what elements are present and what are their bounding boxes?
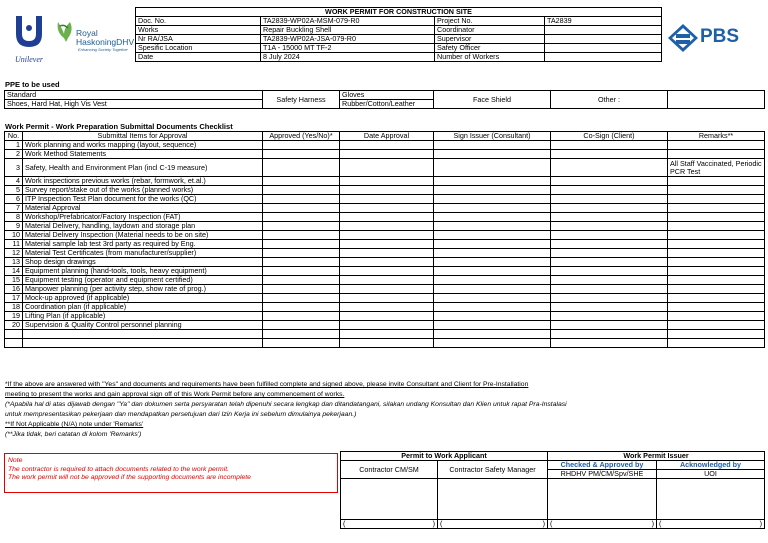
- row-number: 4: [5, 177, 23, 186]
- approved-cell[interactable]: [263, 276, 340, 285]
- sign-issuer-cell[interactable]: [434, 285, 551, 294]
- row-number: 8: [5, 213, 23, 222]
- row-number: 14: [5, 267, 23, 276]
- row-item: Manpower planning (per activity step, show rate of prog.): [23, 285, 263, 294]
- field-value: 8 July 2024: [261, 53, 435, 62]
- paren-open: (: [343, 519, 346, 528]
- column-header: Remarks**: [668, 132, 765, 141]
- empty-cell[interactable]: [551, 330, 668, 339]
- empty-row: [5, 330, 765, 339]
- field-value: [545, 35, 662, 44]
- approved-cell[interactable]: [263, 159, 340, 177]
- applicant-title: Permit to Work Applicant: [341, 452, 548, 461]
- table-row: [5, 213, 765, 222]
- row-item: Workshop/Prefabricator/Factory Inspection (FAT): [23, 213, 263, 222]
- note-line: The work permit will not be approved if the supporting documents are incomplete: [8, 474, 251, 482]
- table-row: [5, 285, 765, 294]
- approved-cell[interactable]: [263, 222, 340, 231]
- approved-cell[interactable]: [263, 285, 340, 294]
- paren-open: (: [659, 519, 662, 528]
- note-line: The contractor is required to attach documents related to the work permit.: [8, 465, 230, 473]
- field-label: Spesific Location: [136, 44, 261, 53]
- sign-issuer-cell[interactable]: [434, 195, 551, 204]
- pbs-logo: [668, 22, 758, 58]
- paren-close: ): [759, 519, 763, 528]
- paren-close: ): [651, 519, 654, 528]
- ppe-heading: PPE to be used: [5, 80, 60, 89]
- table-row: [5, 321, 765, 330]
- co-sign-cell[interactable]: [551, 294, 668, 303]
- empty-cell[interactable]: [434, 339, 551, 348]
- contractor-cm-label: Contractor CM/SM: [341, 461, 438, 479]
- field-label: Supervisor: [435, 35, 545, 44]
- sign-issuer-cell[interactable]: [434, 249, 551, 258]
- date-approval-cell[interactable]: [340, 303, 434, 312]
- sign-issuer-cell[interactable]: [434, 303, 551, 312]
- empty-cell[interactable]: [668, 330, 765, 339]
- field-label: Works: [136, 26, 261, 35]
- empty-cell[interactable]: [5, 339, 23, 348]
- haskoning-text: HaskoningDHV: [76, 37, 135, 47]
- empty-cell[interactable]: [668, 339, 765, 348]
- ppe-standard-label: Standard: [5, 91, 263, 100]
- sign-issuer-cell[interactable]: [434, 141, 551, 150]
- column-header: Co-Sign (Client): [551, 132, 668, 141]
- co-sign-cell[interactable]: [551, 321, 668, 330]
- row-item: Material Delivery, handling, laydown and storage plan: [23, 222, 263, 231]
- remarks-cell[interactable]: [668, 285, 765, 294]
- row-item: Work Method Statements: [23, 150, 263, 159]
- row-number: 18: [5, 303, 23, 312]
- page-title: WORK PERMIT FOR CONSTRUCTION SITE: [136, 8, 662, 17]
- co-sign-cell[interactable]: [551, 276, 668, 285]
- row-number: 19: [5, 312, 23, 321]
- field-value: [545, 44, 662, 53]
- date-approval-cell[interactable]: [340, 231, 434, 240]
- name-line[interactable]: [438, 520, 548, 529]
- empty-cell[interactable]: [263, 330, 340, 339]
- row-number: 1: [5, 141, 23, 150]
- date-approval-cell[interactable]: [340, 312, 434, 321]
- co-sign-cell[interactable]: [551, 267, 668, 276]
- row-item: Equipment testing (operator and equipment certified): [23, 276, 263, 285]
- empty-cell[interactable]: [551, 339, 668, 348]
- co-sign-cell[interactable]: [551, 177, 668, 186]
- co-sign-cell[interactable]: [551, 150, 668, 159]
- row-item: ITP Inspection Test Plan document for the works (QC): [23, 195, 263, 204]
- remarks-cell[interactable]: [668, 267, 765, 276]
- checked-approved-label: Checked & Approved by: [548, 461, 657, 470]
- paren-open: (: [550, 519, 553, 528]
- field-label: Doc. No.: [136, 17, 261, 26]
- row-item: Lifting Plan (if applicable): [23, 312, 263, 321]
- sign-issuer-cell[interactable]: [434, 240, 551, 249]
- co-sign-cell[interactable]: [551, 186, 668, 195]
- table-row: [5, 195, 765, 204]
- remarks-cell[interactable]: [668, 276, 765, 285]
- approved-cell[interactable]: [263, 312, 340, 321]
- remarks-cell[interactable]: [668, 186, 765, 195]
- remarks-cell[interactable]: [668, 141, 765, 150]
- header-table: [135, 7, 662, 62]
- signature-cell[interactable]: [548, 479, 657, 520]
- row-item: Equipment planning (hand-tools, tools, heavy equipment): [23, 267, 263, 276]
- date-approval-cell[interactable]: [340, 267, 434, 276]
- row-number: 12: [5, 249, 23, 258]
- approved-cell[interactable]: [263, 231, 340, 240]
- approved-cell[interactable]: [263, 141, 340, 150]
- sign-issuer-cell[interactable]: [434, 312, 551, 321]
- approved-cell[interactable]: [263, 240, 340, 249]
- pbs-wordmark: PBS: [700, 26, 740, 47]
- row-item: Material Test Certificates (from manufacturer/supplier): [23, 249, 263, 258]
- remarks-cell[interactable]: [668, 177, 765, 186]
- row-item: Safety, Health and Environment Plan (incl C-19 measure): [23, 159, 263, 177]
- empty-cell[interactable]: [263, 339, 340, 348]
- empty-cell[interactable]: [23, 339, 263, 348]
- row-item: Supervision & Quality Control personnel planning: [23, 321, 263, 330]
- approved-cell[interactable]: [263, 195, 340, 204]
- row-number: 17: [5, 294, 23, 303]
- row-number: 13: [5, 258, 23, 267]
- date-approval-cell[interactable]: [340, 159, 434, 177]
- remarks-cell[interactable]: [668, 204, 765, 213]
- acknowledged-role: UOI: [657, 470, 765, 479]
- date-approval-cell[interactable]: [340, 294, 434, 303]
- footnote-line: **If Not Applicable (N/A) note under 'Remarks': [5, 421, 144, 428]
- approved-cell[interactable]: [263, 150, 340, 159]
- co-sign-cell[interactable]: [551, 303, 668, 312]
- remarks-cell[interactable]: [668, 231, 765, 240]
- row-number: 20: [5, 321, 23, 330]
- co-sign-cell[interactable]: [551, 141, 668, 150]
- date-approval-cell[interactable]: [340, 222, 434, 231]
- checklist-heading: Work Permit - Work Preparation Submittal Documents Checklist: [5, 122, 233, 131]
- row-item: Material Delivery Inspection (Material needs to be on site): [23, 231, 263, 240]
- co-sign-cell[interactable]: [551, 204, 668, 213]
- date-approval-cell[interactable]: [340, 177, 434, 186]
- remarks-cell[interactable]: [668, 240, 765, 249]
- field-value: TA2839-WP02A-JSA-079-R0: [261, 35, 435, 44]
- approved-cell[interactable]: [263, 186, 340, 195]
- sign-issuer-cell[interactable]: [434, 321, 551, 330]
- footnote-line: (*Apabila hal di atas dijawab dengan "Ya" dan dokumen serta persyaratan telah dipenuhi secara lengkap dan ditandatangani, silakan undang Konsultan dan Klien untuk rapat Pra-Instalasi: [5, 401, 567, 408]
- table-row: [5, 240, 765, 249]
- remarks-cell[interactable]: [668, 222, 765, 231]
- ppe-gloves-value: Rubber/Cotton/Leather: [340, 100, 434, 109]
- remarks-cell[interactable]: All Staff Vaccinated, Periodic PCR Test: [668, 159, 765, 177]
- co-sign-cell[interactable]: [551, 240, 668, 249]
- ppe-safety-harness: Safety Harness: [263, 91, 340, 109]
- table-row: [5, 267, 765, 276]
- field-label: Nr RA/JSA: [136, 35, 261, 44]
- approved-cell[interactable]: [263, 204, 340, 213]
- date-approval-cell[interactable]: [340, 276, 434, 285]
- name-line[interactable]: [657, 520, 765, 529]
- row-item: Material Approval: [23, 204, 263, 213]
- date-approval-cell[interactable]: [340, 141, 434, 150]
- leaf-icon: [54, 20, 76, 44]
- paren-close: ): [432, 519, 435, 528]
- table-row: [5, 312, 765, 321]
- contractor-safety-label: Contractor Safety Manager: [438, 461, 548, 479]
- row-item: Survey report/stake out of the works (planned works): [23, 186, 263, 195]
- date-approval-cell[interactable]: [340, 258, 434, 267]
- co-sign-cell[interactable]: [551, 285, 668, 294]
- ppe-standard-value: Shoes, Hard Hat, High Vis Vest: [5, 100, 263, 109]
- empty-cell[interactable]: [340, 330, 434, 339]
- remarks-cell[interactable]: [668, 258, 765, 267]
- approved-cell[interactable]: [263, 177, 340, 186]
- issuer-title: Work Permit Issuer: [548, 452, 765, 461]
- co-sign-cell[interactable]: [551, 258, 668, 267]
- header-row: [136, 17, 662, 26]
- remarks-cell[interactable]: [668, 294, 765, 303]
- sign-issuer-cell[interactable]: [434, 159, 551, 177]
- row-number: 11: [5, 240, 23, 249]
- table-row: [5, 177, 765, 186]
- row-item: Shop design drawings: [23, 258, 263, 267]
- column-header: Submittal Items for Approval: [23, 132, 263, 141]
- sign-issuer-cell[interactable]: [434, 267, 551, 276]
- row-item: Work planning and works mapping (layout, sequence): [23, 141, 263, 150]
- remarks-cell[interactable]: [668, 195, 765, 204]
- approved-cell[interactable]: [263, 321, 340, 330]
- remarks-cell[interactable]: [668, 303, 765, 312]
- date-approval-cell[interactable]: [340, 321, 434, 330]
- empty-row: [5, 339, 765, 348]
- column-header: Date Approval: [340, 132, 434, 141]
- column-header: Sign Issuer (Consultant): [434, 132, 551, 141]
- header-row: [136, 35, 662, 44]
- co-sign-cell[interactable]: [551, 195, 668, 204]
- table-row: [5, 294, 765, 303]
- checked-approved-role: RHDHV PM/CM/Spv/SHE: [548, 470, 657, 479]
- table-row: [5, 204, 765, 213]
- signature-cell[interactable]: [657, 479, 765, 520]
- field-value: [545, 26, 662, 35]
- row-number: 2: [5, 150, 23, 159]
- sign-issuer-cell[interactable]: [434, 231, 551, 240]
- field-label: Coordinator: [435, 26, 545, 35]
- note-title: Note: [8, 457, 23, 464]
- unilever-u-icon: [10, 14, 48, 50]
- sign-issuer-cell[interactable]: [434, 186, 551, 195]
- note-box: [4, 453, 338, 493]
- field-value: TA2839-WP02A-MSM-079-R0: [261, 17, 435, 26]
- signature-cell[interactable]: [341, 479, 438, 520]
- sign-issuer-cell[interactable]: [434, 222, 551, 231]
- field-label: Number of Workers: [435, 53, 545, 62]
- date-approval-cell[interactable]: [340, 285, 434, 294]
- field-value: Repair Buckling Shell: [261, 26, 435, 35]
- sign-issuer-cell[interactable]: [434, 258, 551, 267]
- row-number: 6: [5, 195, 23, 204]
- name-line[interactable]: [548, 520, 657, 529]
- remarks-cell[interactable]: [668, 312, 765, 321]
- table-row: [5, 186, 765, 195]
- tagline-text: Enhancing Society Together: [78, 47, 128, 52]
- table-row: [5, 231, 765, 240]
- co-sign-cell[interactable]: [551, 213, 668, 222]
- co-sign-cell[interactable]: [551, 312, 668, 321]
- co-sign-cell[interactable]: [551, 159, 668, 177]
- co-sign-cell[interactable]: [551, 249, 668, 258]
- row-number: 16: [5, 285, 23, 294]
- header-row: [136, 53, 662, 62]
- ppe-face-shield: Face Shield: [434, 91, 551, 109]
- row-number: 7: [5, 204, 23, 213]
- date-approval-cell[interactable]: [340, 240, 434, 249]
- empty-cell[interactable]: [340, 339, 434, 348]
- sign-issuer-cell[interactable]: [434, 150, 551, 159]
- approved-cell[interactable]: [263, 294, 340, 303]
- checklist-header-row: [5, 132, 765, 141]
- row-number: 10: [5, 231, 23, 240]
- royal-haskoning-logo: [54, 20, 136, 60]
- name-line[interactable]: [341, 520, 438, 529]
- empty-cell[interactable]: [5, 330, 23, 339]
- remarks-cell[interactable]: [668, 150, 765, 159]
- acknowledged-label: Acknowledged by: [657, 461, 765, 470]
- unilever-logo: [10, 14, 48, 64]
- field-value: [545, 53, 662, 62]
- approved-cell[interactable]: [263, 258, 340, 267]
- field-value: T1A - 15000 MT TF-2: [261, 44, 435, 53]
- ppe-gloves-label: Gloves: [340, 91, 434, 100]
- date-approval-cell[interactable]: [340, 186, 434, 195]
- paren-close: ): [542, 519, 545, 528]
- sign-issuer-cell[interactable]: [434, 213, 551, 222]
- field-label: Safety Officer: [435, 44, 545, 53]
- footnote-line: (**Jika tidak, beri catatan di kolom 'Remarks'): [5, 431, 142, 438]
- remarks-cell[interactable]: [668, 249, 765, 258]
- approved-cell[interactable]: [263, 303, 340, 312]
- header-row: [136, 44, 662, 53]
- header-row: [136, 26, 662, 35]
- field-label: Project No.: [435, 17, 545, 26]
- date-approval-cell[interactable]: [340, 204, 434, 213]
- field-label: Date: [136, 53, 261, 62]
- ppe-table: [4, 90, 765, 109]
- approved-cell[interactable]: [263, 213, 340, 222]
- sign-issuer-cell[interactable]: [434, 294, 551, 303]
- table-row: [5, 150, 765, 159]
- empty-cell[interactable]: [434, 330, 551, 339]
- approved-cell[interactable]: [263, 267, 340, 276]
- column-header: No.: [5, 132, 23, 141]
- footnote-line: untuk mempresentasikan pekerjaan dan mendapatkan persetujuan dari Izin Kerja ini sebelum dimulainya pekerjaan.): [5, 411, 357, 418]
- row-item: Work inspections previous works (rebar, formwork, et.al.): [23, 177, 263, 186]
- row-item: Material sample lab test 3rd party as required by Eng.: [23, 240, 263, 249]
- sign-issuer-cell[interactable]: [434, 204, 551, 213]
- table-row: [5, 159, 765, 177]
- field-value: TA2839: [545, 17, 662, 26]
- date-approval-cell[interactable]: [340, 150, 434, 159]
- empty-cell[interactable]: [23, 330, 263, 339]
- date-approval-cell[interactable]: [340, 195, 434, 204]
- footnote-line: *If the above are answered with "Yes" and documents and requirements have been fulfilled complete and signed above, please invite Consultant and Client for Pre-Installation: [5, 381, 529, 388]
- pbs-diamond-icon: [668, 24, 698, 52]
- column-header: Approved (Yes/No)*: [263, 132, 340, 141]
- table-row: [5, 141, 765, 150]
- ppe-other-value: [668, 91, 765, 109]
- table-row: [5, 222, 765, 231]
- royal-text: Royal: [76, 28, 98, 38]
- paren-open: (: [440, 519, 443, 528]
- date-approval-cell[interactable]: [340, 213, 434, 222]
- row-item: Mock-up approved (if applicable): [23, 294, 263, 303]
- row-number: 9: [5, 222, 23, 231]
- row-number: 15: [5, 276, 23, 285]
- sign-issuer-cell[interactable]: [434, 177, 551, 186]
- table-row: [5, 303, 765, 312]
- footnote-line: meeting to present the works and gain approval sign off of this Work Permit before any commencement of works.: [5, 391, 345, 398]
- unilever-wordmark: Unilever: [15, 55, 43, 64]
- row-item: Coordination plan (if applicable): [23, 303, 263, 312]
- table-row: [5, 276, 765, 285]
- table-row: [5, 258, 765, 267]
- sign-issuer-cell[interactable]: [434, 276, 551, 285]
- checklist-table: [4, 131, 765, 348]
- table-row: [5, 249, 765, 258]
- approved-cell[interactable]: [263, 249, 340, 258]
- row-number: 3: [5, 159, 23, 177]
- co-sign-cell[interactable]: [551, 222, 668, 231]
- ppe-other: Other :: [551, 91, 668, 109]
- signature-cell[interactable]: [438, 479, 548, 520]
- co-sign-cell[interactable]: [551, 231, 668, 240]
- signoff-table: [340, 451, 765, 529]
- row-number: 5: [5, 186, 23, 195]
- date-approval-cell[interactable]: [340, 249, 434, 258]
- remarks-cell[interactable]: [668, 321, 765, 330]
- remarks-cell[interactable]: [668, 213, 765, 222]
